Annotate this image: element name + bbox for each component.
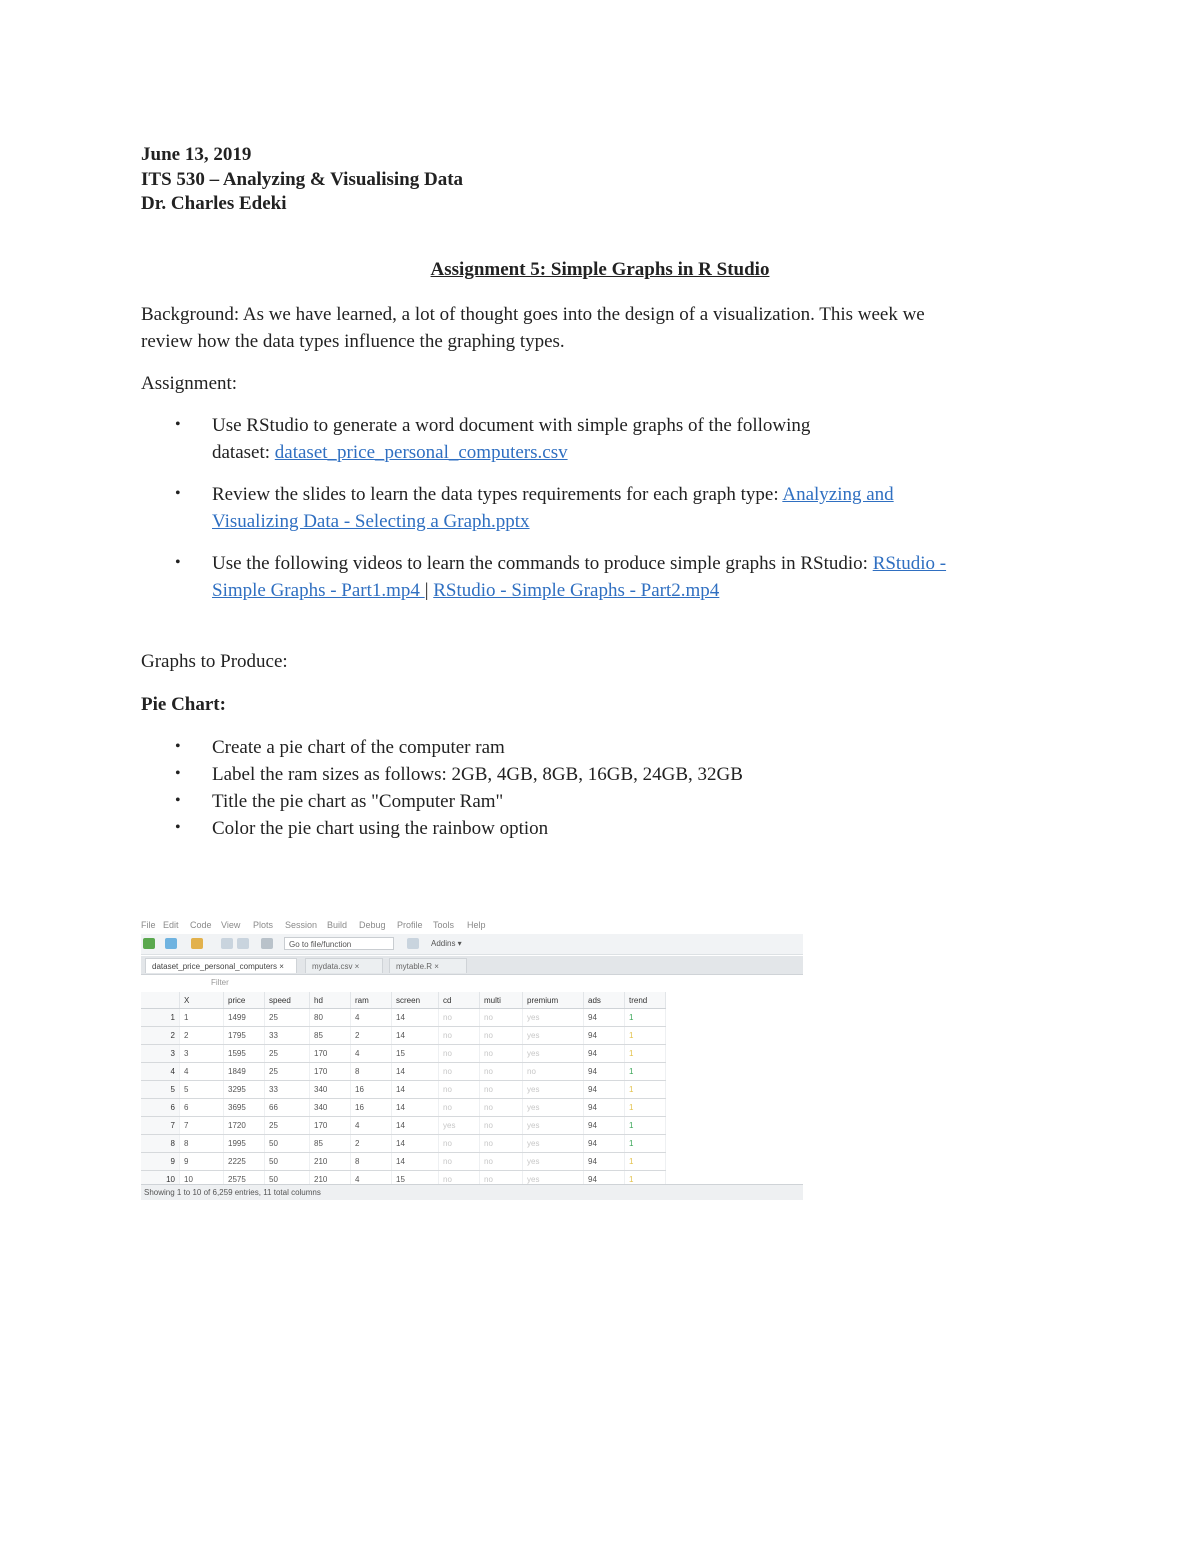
cell: 1849 <box>224 1063 265 1081</box>
cell: 340 <box>310 1099 351 1117</box>
date: June 13, 2019 <box>141 144 252 165</box>
cell: 210 <box>310 1153 351 1171</box>
assignment-title: Assignment 5: Simple Graphs in R Studio <box>430 259 770 280</box>
cell: 1499 <box>224 1009 265 1027</box>
cell: no <box>480 1099 523 1117</box>
column-header-x[interactable]: X <box>180 992 224 1009</box>
cell: 14 <box>392 1027 439 1045</box>
cell: 1595 <box>224 1045 265 1063</box>
cell: 15 <box>392 1171 439 1189</box>
cell: 4 <box>351 1117 392 1135</box>
table-row <box>141 1099 666 1117</box>
cell: 8 <box>351 1063 392 1081</box>
grid-icon[interactable] <box>407 938 419 949</box>
cell: 2 <box>351 1135 392 1153</box>
new-file-icon[interactable] <box>143 938 155 949</box>
background-line-1: Background: As we have learned, a lot of thought goes into the design of a visualization. This week we <box>141 304 925 325</box>
assignment-item-2-line-2 <box>212 508 530 535</box>
cell: no <box>439 1081 480 1099</box>
assignment-item-3-line-2 <box>212 577 719 604</box>
column-header-screen[interactable]: screen <box>392 992 439 1009</box>
cell: 94 <box>584 1009 625 1027</box>
pie-item-2: Label the ram sizes as follows: 2GB, 4GB, 8GB, 16GB, 24GB, 32GB <box>212 764 743 785</box>
cell: 85 <box>310 1027 351 1045</box>
column-header-ram[interactable]: ram <box>351 992 392 1009</box>
cell: 8 <box>351 1153 392 1171</box>
open-file-icon[interactable] <box>191 938 203 949</box>
cell: 66 <box>265 1099 310 1117</box>
rstudio-toolbar <box>141 934 803 955</box>
cell: 14 <box>392 1081 439 1099</box>
pie-item-1: Create a pie chart of the computer ram <box>212 737 505 758</box>
cell: 33 <box>265 1081 310 1099</box>
cell: 4 <box>141 1063 180 1081</box>
data-grid <box>141 992 671 1189</box>
cell: 4 <box>351 1171 392 1189</box>
print-icon[interactable] <box>261 938 273 949</box>
cell: no <box>439 1153 480 1171</box>
new-project-icon[interactable] <box>165 938 177 949</box>
cell: 50 <box>265 1135 310 1153</box>
assignment-label: Assignment: <box>141 373 238 394</box>
rstudio-tabbar <box>141 956 803 975</box>
cell: 15 <box>392 1045 439 1063</box>
videos-text: Use the following videos to learn the commands to produce simple graphs in RStudio: <box>212 553 873 574</box>
cell: yes <box>523 1153 584 1171</box>
video-link-2[interactable]: RStudio - Simple Graphs - Part2.mp4 <box>433 580 720 601</box>
assignment-item-1-line-1: Use RStudio to generate a word document with simple graphs of the following <box>212 415 811 436</box>
cell: 94 <box>584 1153 625 1171</box>
bullet-icon: • <box>175 485 181 502</box>
cell: 1 <box>625 1009 666 1027</box>
assignment-item-1-line-2 <box>212 439 568 466</box>
dataset-prefix: dataset: <box>212 442 275 463</box>
cell: 85 <box>310 1135 351 1153</box>
cell: yes <box>523 1081 584 1099</box>
cell: no <box>439 1135 480 1153</box>
column-header-multi[interactable]: multi <box>480 992 523 1009</box>
course-title: ITS 530 – Analyzing & Visualising Data <box>141 169 464 190</box>
cell: no <box>523 1063 584 1081</box>
assignment-item-3-line-1 <box>212 550 946 577</box>
cell: yes <box>523 1009 584 1027</box>
cell: no <box>480 1027 523 1045</box>
cell: no <box>439 1009 480 1027</box>
cell: 1 <box>141 1009 180 1027</box>
cell: 80 <box>310 1009 351 1027</box>
cell: no <box>480 1081 523 1099</box>
cell: 25 <box>265 1045 310 1063</box>
menu-tools[interactable]: Tools <box>433 920 455 930</box>
column-header-cd[interactable]: cd <box>439 992 480 1009</box>
cell: 10 <box>180 1171 224 1189</box>
filter-button[interactable]: Filter <box>211 978 229 987</box>
cell: 6 <box>141 1099 180 1117</box>
cell: yes <box>523 1117 584 1135</box>
video-link-1-part-1[interactable]: RStudio - <box>872 553 947 574</box>
cell: 94 <box>584 1117 625 1135</box>
cell: 1 <box>625 1171 666 1189</box>
cell: 170 <box>310 1063 351 1081</box>
cell: no <box>439 1027 480 1045</box>
table-row <box>141 1027 666 1045</box>
menu-view[interactable]: View <box>221 920 241 930</box>
video-link-1-part-2[interactable]: Simple Graphs - Part1.mp4 <box>212 580 425 601</box>
cell: no <box>480 1009 523 1027</box>
slides-link-part-2[interactable]: Visualizing Data - Selecting a Graph.pptx <box>212 511 530 532</box>
table-row <box>141 1117 666 1135</box>
graphs-label: Graphs to Produce: <box>141 651 288 672</box>
cell: 2225 <box>224 1153 265 1171</box>
cell: 14 <box>392 1063 439 1081</box>
cell: no <box>439 1099 480 1117</box>
column-header-trend[interactable]: trend <box>625 992 666 1009</box>
cell: 4 <box>351 1045 392 1063</box>
menu-session[interactable]: Session <box>285 920 318 930</box>
slides-link-part-1[interactable]: Analyzing and <box>782 484 894 505</box>
menu-plots[interactable]: Plots <box>253 920 274 930</box>
bullet-icon: • <box>175 765 181 782</box>
table-row <box>141 1063 666 1081</box>
filter-bar <box>141 976 803 990</box>
cell: 50 <box>265 1171 310 1189</box>
column-header-premium[interactable]: premium <box>523 992 584 1009</box>
cell: 5 <box>180 1081 224 1099</box>
column-header-speed[interactable]: speed <box>265 992 310 1009</box>
cell: no <box>439 1045 480 1063</box>
rstudio-screenshot <box>141 918 803 1204</box>
cell: 170 <box>310 1117 351 1135</box>
cell: 14 <box>392 1117 439 1135</box>
cell: 14 <box>392 1009 439 1027</box>
cell: 14 <box>392 1099 439 1117</box>
cell: 94 <box>584 1081 625 1099</box>
cell: 14 <box>392 1135 439 1153</box>
cell: no <box>439 1171 480 1189</box>
bullet-icon: • <box>175 554 181 571</box>
bullet-icon: • <box>175 819 181 836</box>
menu-build[interactable]: Build <box>327 920 348 930</box>
cell: 94 <box>584 1027 625 1045</box>
status-bar: Showing 1 to 10 of 6,259 entries, 11 total columns <box>141 1184 803 1200</box>
addins-menu[interactable]: Addins ▾ <box>431 939 462 948</box>
column-header-ads[interactable]: ads <box>584 992 625 1009</box>
save-icon[interactable] <box>221 938 233 949</box>
column-header-price[interactable]: price <box>224 992 265 1009</box>
cell: 1795 <box>224 1027 265 1045</box>
cell: 3 <box>141 1045 180 1063</box>
cell: yes <box>523 1099 584 1117</box>
link-separator: | <box>424 580 434 601</box>
save-all-icon[interactable] <box>237 938 249 949</box>
cell: 1 <box>625 1081 666 1099</box>
cell: 2575 <box>224 1171 265 1189</box>
cell: 94 <box>584 1063 625 1081</box>
table-row <box>141 1135 666 1153</box>
cell: yes <box>523 1135 584 1153</box>
pie-item-3: Title the pie chart as "Computer Ram" <box>212 791 504 812</box>
table-row <box>141 1153 666 1171</box>
cell: 1 <box>625 1135 666 1153</box>
cell: 9 <box>180 1153 224 1171</box>
cell: 94 <box>584 1171 625 1189</box>
tab-dataset[interactable]: dataset_price_personal_computers × <box>145 958 297 973</box>
cell: 25 <box>265 1063 310 1081</box>
column-header-rownum[interactable] <box>141 992 180 1009</box>
header-row <box>141 992 666 1009</box>
cell: 50 <box>265 1153 310 1171</box>
cell: no <box>480 1063 523 1081</box>
menu-help[interactable]: Help <box>467 920 486 930</box>
cell: 7 <box>180 1117 224 1135</box>
cell: no <box>439 1063 480 1081</box>
goto-file-input[interactable]: Go to file/function <box>284 937 394 950</box>
cell: 4 <box>351 1009 392 1027</box>
cell: no <box>480 1135 523 1153</box>
cell: no <box>480 1171 523 1189</box>
cell: 2 <box>180 1027 224 1045</box>
menu-debug[interactable]: Debug <box>359 920 386 930</box>
cell: 16 <box>351 1099 392 1117</box>
background-line-2: review how the data types influence the graphing types. <box>141 331 565 352</box>
menu-edit[interactable]: Edit <box>163 920 179 930</box>
cell: 14 <box>392 1153 439 1171</box>
cell: 10 <box>141 1171 180 1189</box>
table-row <box>141 1081 666 1099</box>
cell: 2 <box>351 1027 392 1045</box>
pie-chart-heading: Pie Chart: <box>141 694 226 715</box>
rstudio-menubar <box>141 918 803 932</box>
table-row <box>141 1045 666 1063</box>
cell: 170 <box>310 1045 351 1063</box>
cell: 8 <box>141 1135 180 1153</box>
cell: 6 <box>180 1099 224 1117</box>
cell: 1 <box>625 1027 666 1045</box>
cell: 5 <box>141 1081 180 1099</box>
table-row <box>141 1009 666 1027</box>
cell: 3295 <box>224 1081 265 1099</box>
cell: 4 <box>180 1063 224 1081</box>
cell: yes <box>523 1171 584 1189</box>
cell: 94 <box>584 1045 625 1063</box>
cell: yes <box>523 1045 584 1063</box>
cell: 8 <box>180 1135 224 1153</box>
cell: 2 <box>141 1027 180 1045</box>
cell: 33 <box>265 1027 310 1045</box>
menu-file[interactable]: File <box>141 920 156 930</box>
cell: 3 <box>180 1045 224 1063</box>
cell: 1 <box>625 1099 666 1117</box>
cell: 1 <box>180 1009 224 1027</box>
cell: 1 <box>625 1117 666 1135</box>
cell: 210 <box>310 1171 351 1189</box>
cell: 1 <box>625 1063 666 1081</box>
menu-code[interactable]: Code <box>190 920 212 930</box>
cell: no <box>480 1045 523 1063</box>
assignment-item-2-line-1 <box>212 481 894 508</box>
dataset-link[interactable]: dataset_price_personal_computers.csv <box>274 442 568 463</box>
cell: 7 <box>141 1117 180 1135</box>
instructor: Dr. Charles Edeki <box>141 193 287 214</box>
tab-mytable[interactable]: mytable.R × <box>389 958 467 973</box>
tab-mydata[interactable]: mydata.csv × <box>305 958 383 973</box>
cell: 25 <box>265 1117 310 1135</box>
cell: 1 <box>625 1153 666 1171</box>
cell: 1 <box>625 1045 666 1063</box>
cell: 94 <box>584 1099 625 1117</box>
cell: 16 <box>351 1081 392 1099</box>
pie-item-4: Color the pie chart using the rainbow option <box>212 818 549 839</box>
slides-text: Review the slides to learn the data types requirements for each graph type: <box>212 484 783 505</box>
menu-profile[interactable]: Profile <box>397 920 423 930</box>
cell: 25 <box>265 1009 310 1027</box>
cell: 340 <box>310 1081 351 1099</box>
cell: yes <box>523 1027 584 1045</box>
cell: 1720 <box>224 1117 265 1135</box>
bullet-icon: • <box>175 416 181 433</box>
bullet-icon: • <box>175 738 181 755</box>
cell: yes <box>439 1117 480 1135</box>
column-header-hd[interactable]: hd <box>310 992 351 1009</box>
cell: 94 <box>584 1135 625 1153</box>
bullet-icon: • <box>175 792 181 809</box>
cell: 3695 <box>224 1099 265 1117</box>
cell: 1995 <box>224 1135 265 1153</box>
cell: no <box>480 1153 523 1171</box>
cell: 9 <box>141 1153 180 1171</box>
cell: no <box>480 1117 523 1135</box>
